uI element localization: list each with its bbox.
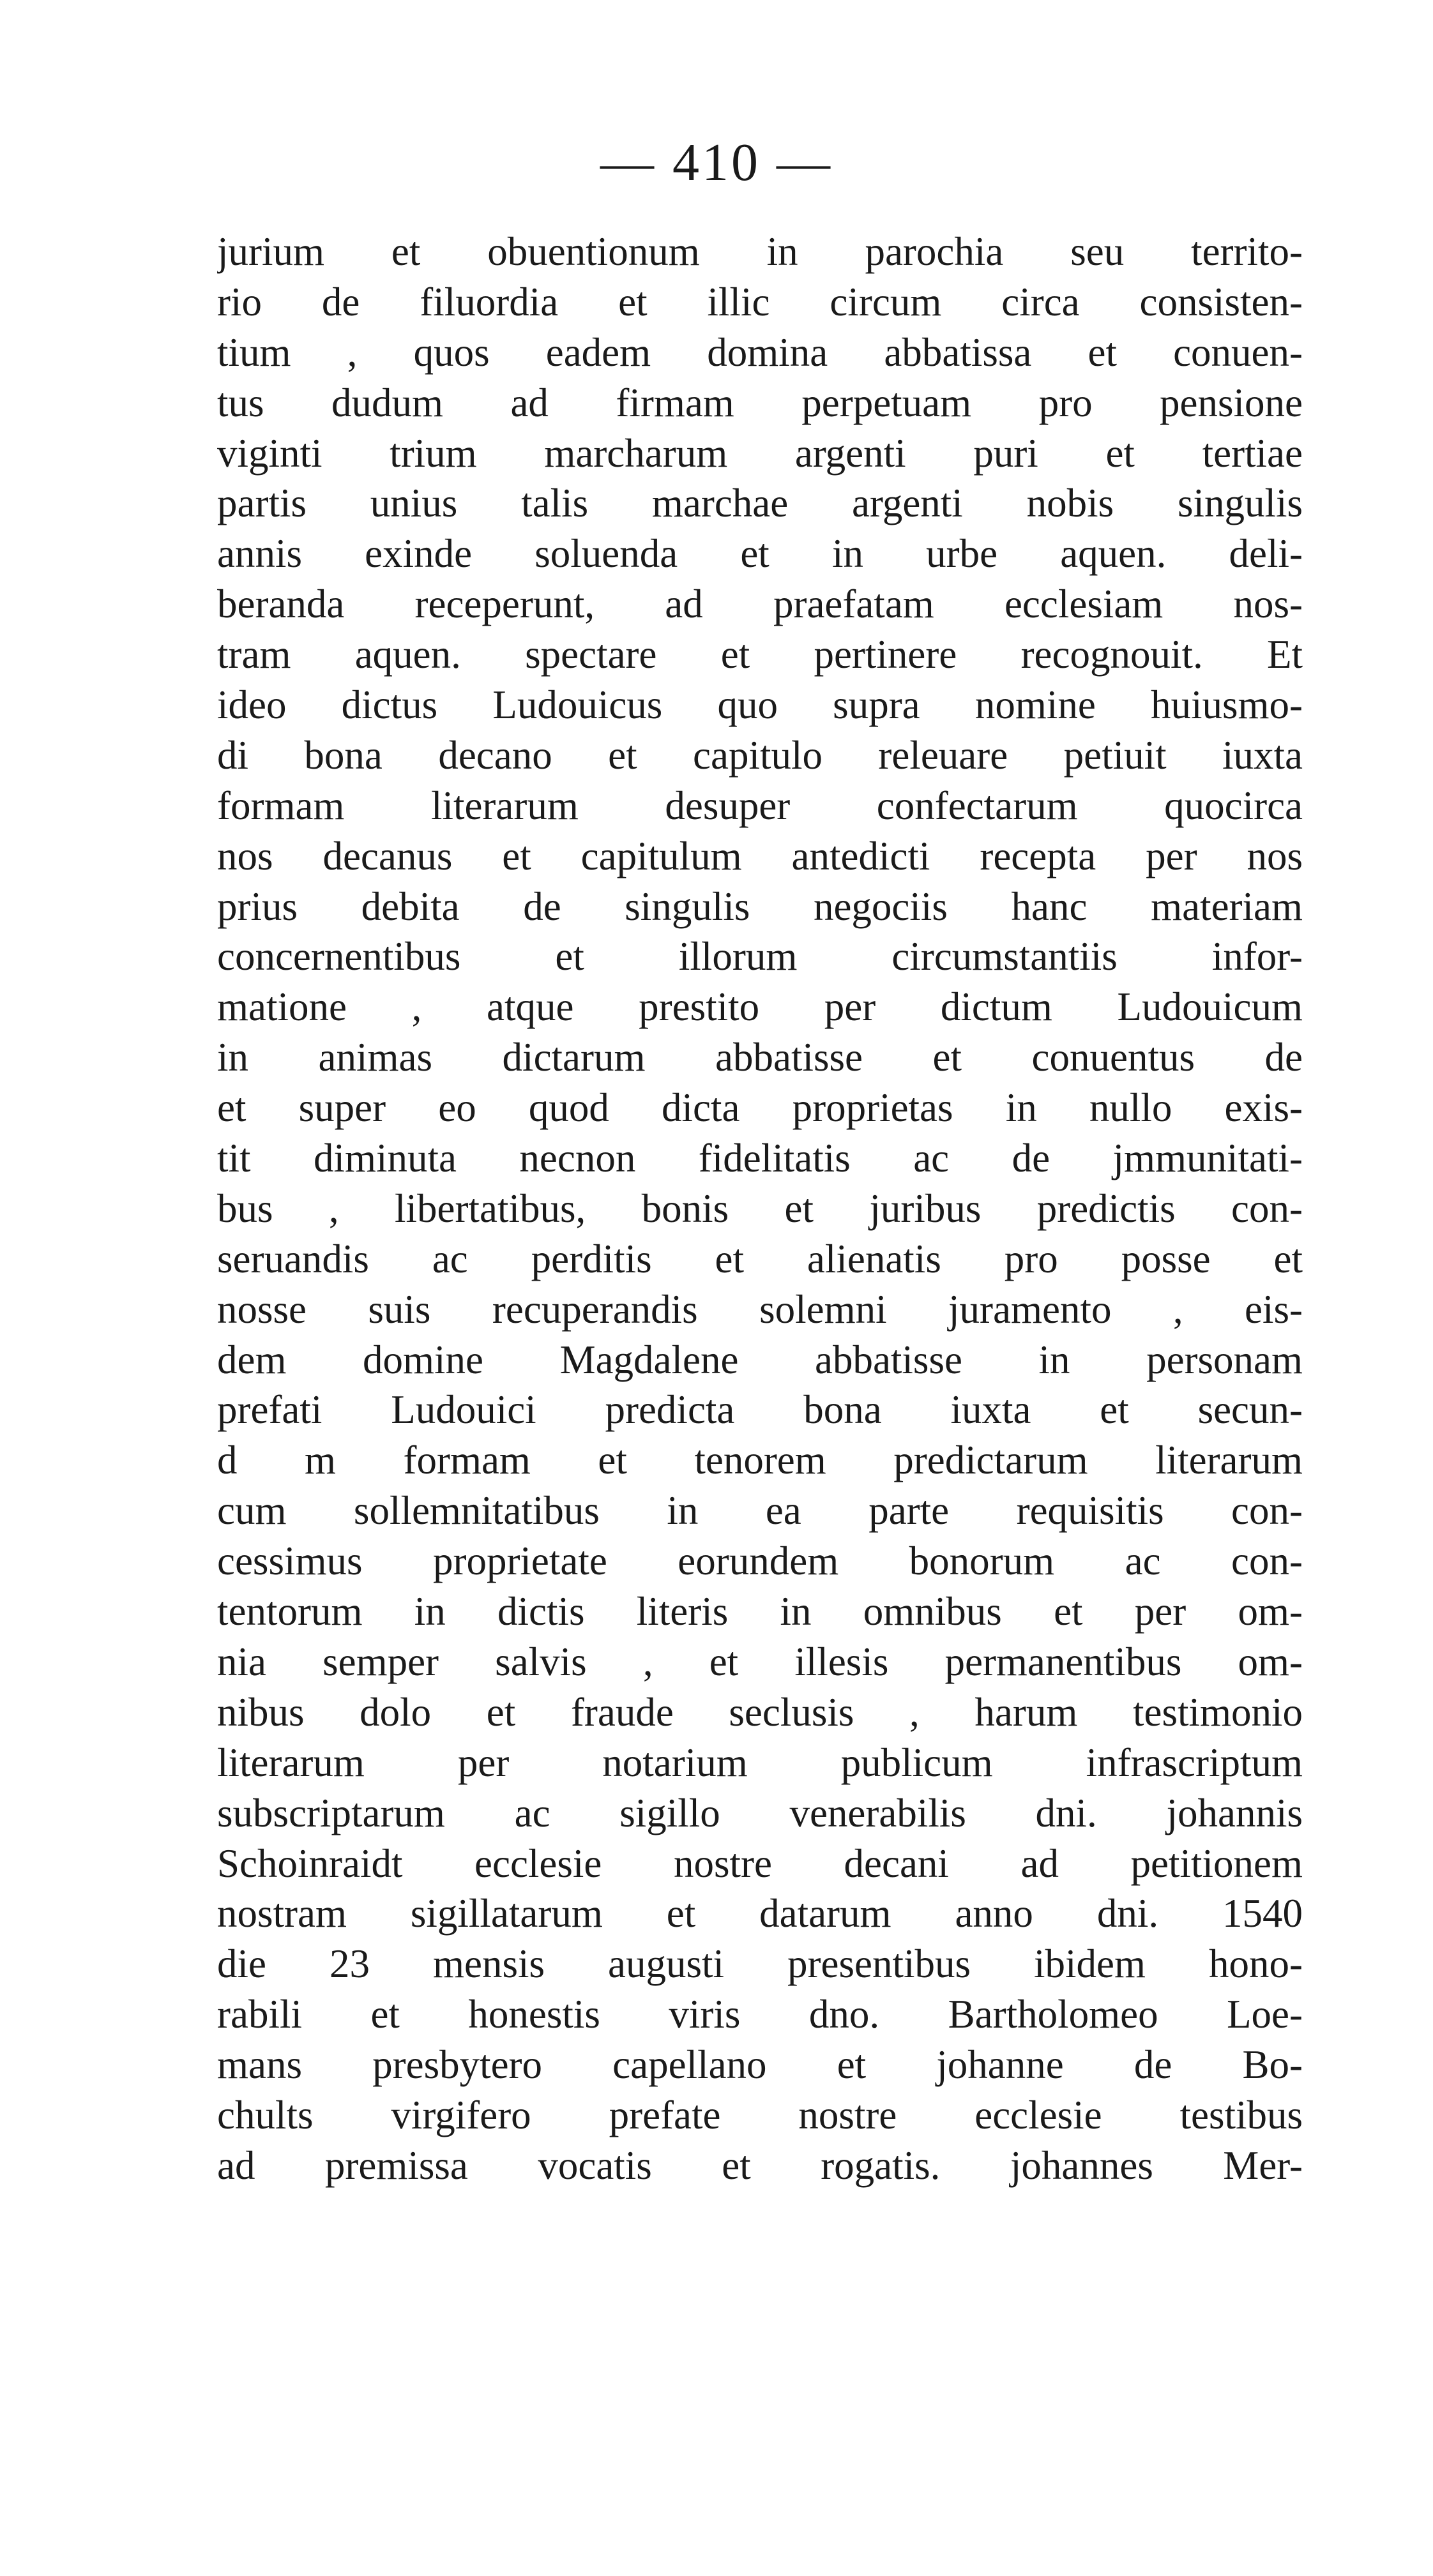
text-line: rio de filuordia et illic circum circa consisten- — [217, 279, 1303, 324]
text-line: beranda receperunt, ad praefatam ecclesiam nos- — [217, 582, 1303, 627]
text-line: jurium et obuentionum in parochia seu territo- — [217, 229, 1303, 274]
body-text — [217, 227, 1303, 2191]
text-line: di bona decano et capitulo releuare petiuit iuxta — [217, 732, 1303, 778]
text-line: tit diminuta necnon fidelitatis ac de jmmunitati- — [217, 1136, 1303, 1181]
text-line: annis exinde soluenda et in urbe aquen. deli- — [217, 531, 1303, 576]
text-line: matione , atque prestito per dictum Ludouicum — [217, 984, 1303, 1030]
text-line: bus , libertatibus, bonis et juribus predictis con- — [217, 1186, 1303, 1231]
text-line: nostram sigillatarum et datarum anno dni. 1540 — [217, 1891, 1303, 1936]
text-line: prefati Ludouici predicta bona iuxta et secun- — [217, 1387, 1303, 1433]
text-line: ideo dictus Ludouicus quo supra nomine huiusmo- — [217, 682, 1303, 728]
text-line: rabili et honestis viris dno. Bartholomeo Loe- — [217, 1992, 1303, 2037]
text-line: seruandis ac perditis et alienatis pro posse et — [217, 1236, 1303, 1281]
text-line: chults virgifero prefate nostre ecclesie testibus — [217, 2092, 1303, 2137]
text-line: d m formam et tenorem predictarum literarum — [217, 1438, 1303, 1483]
text-line: mans presbytero capellano et johanne de Bo- — [217, 2042, 1303, 2088]
text-line: concernentibus et illorum circumstantiis infor- — [217, 934, 1303, 979]
page-number: — 410 — — [600, 133, 833, 192]
text-line: subscriptarum ac sigillo venerabilis dni. johannis — [217, 1790, 1303, 1835]
text-line: viginti trium marcharum argenti puri et tertiae — [217, 430, 1303, 476]
text-line: et super eo quod dicta proprietas in nullo exis- — [217, 1085, 1303, 1131]
text-line: nibus dolo et fraude seclusis , harum testimonio — [217, 1689, 1303, 1735]
text-line: nia semper salvis , et illesis permanentibus om- — [217, 1639, 1303, 1684]
text-line: dem domine Magdalene abbatisse in personam — [217, 1337, 1303, 1382]
text-line: tus dudum ad firmam perpetuam pro pensione — [217, 380, 1303, 425]
text-line: Schoinraidt ecclesie nostre decani ad petitionem — [217, 1841, 1303, 1886]
text-line: formam literarum desuper confectarum quocirca — [217, 783, 1303, 828]
text-line: nos decanus et capitulum antedicti recepta per nos — [217, 833, 1303, 878]
text-line: ad premissa vocatis et rogatis. johannes Mer- — [217, 2143, 1303, 2188]
text-line: tram aquen. spectare et pertinere recognouit. Et — [217, 632, 1303, 677]
text-line: nosse suis recuperandis solemni juramento , eis- — [217, 1286, 1303, 1332]
text-line: tentorum in dictis literis in omnibus et per om- — [217, 1589, 1303, 1634]
text-line: literarum per notarium publicum infrascriptum — [217, 1740, 1303, 1785]
text-line: prius debita de singulis negociis hanc materiam — [217, 884, 1303, 929]
text-line: partis unius talis marchae argenti nobis singulis — [217, 481, 1303, 526]
text-line: cessimus proprietate eorundem bonorum ac con- — [217, 1539, 1303, 1584]
text-line: cum sollemnitatibus in ea parte requisitis con- — [217, 1488, 1303, 1533]
text-line: in animas dictarum abbatisse et conuentus de — [217, 1035, 1303, 1080]
text-line: tium , quos eadem domina abbatissa et conuen- — [217, 329, 1303, 375]
text-line: die 23 mensis augusti presentibus ibidem hono- — [217, 1941, 1303, 1987]
